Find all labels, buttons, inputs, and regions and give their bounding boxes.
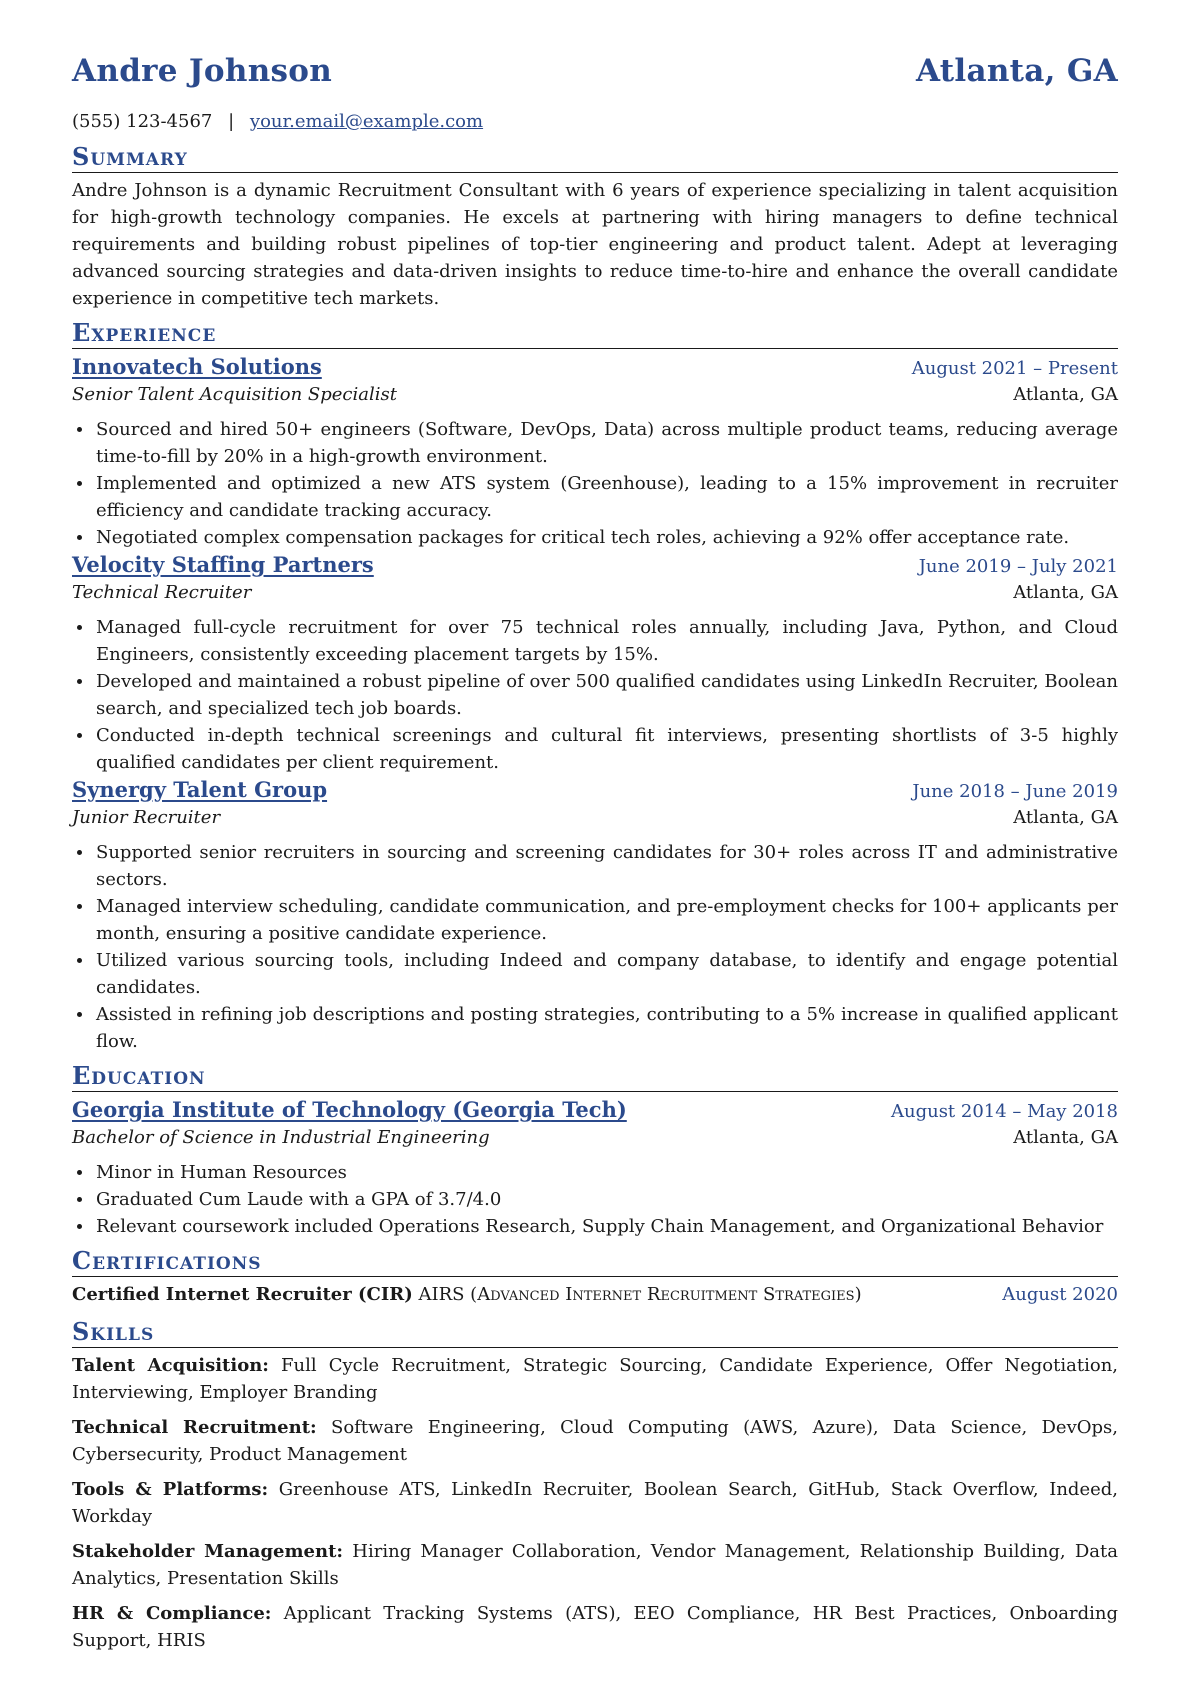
certification-date: August 2020: [1002, 1284, 1118, 1305]
list-item: • Assisted in refining job descriptions and posting strategies, contributing to a 5% increase in qualified applicant flow.: [94, 1001, 1118, 1055]
company-link[interactable]: Velocity Staffing Partners: [72, 552, 374, 577]
company-link[interactable]: Innovatech Solutions: [72, 354, 322, 379]
education-entry: [72, 1096, 1118, 1240]
job-role: Junior Recruiter: [72, 807, 221, 828]
candidate-name: Andre Johnson: [72, 53, 333, 89]
section-title-certifications: Certifications: [72, 1246, 1118, 1277]
skill-item: [72, 1352, 1118, 1406]
section-title-skills: Skills: [72, 1317, 1118, 1348]
list-item: • Sourced and hired 50+ engineers (Software, DevOps, Data) across multiple product teams, reducing average time-to-fill by 20% in a high-growth environment.: [94, 416, 1118, 470]
skill-value: Software Engineering, Cloud Computing (AWS, Azure), Data Science, DevOps, Cybersecurity, Product Management: [72, 1417, 1118, 1465]
skill-value: Applicant Tracking Systems (ATS), EEO Compliance, HR Best Practices, Onboarding Support, HRIS: [72, 1603, 1118, 1651]
certification-org: AIRS (Advanced Internet Recruitment Strategies): [418, 1284, 862, 1305]
list-item: • Negotiated complex compensation packages for critical tech roles, achieving a 92% offer acceptance rate.: [94, 524, 1118, 551]
job-dates: August 2021 – Present: [911, 358, 1118, 379]
job-role: Senior Talent Acquisition Specialist: [72, 384, 397, 405]
certification-name: Certified Internet Recruiter (CIR): [72, 1284, 413, 1305]
education-bullets: [72, 1159, 1118, 1240]
list-item: • Supported senior recruiters in sourcing and screening candidates for 30+ roles across IT and administrative sectors.: [94, 839, 1118, 893]
resume-header: [72, 53, 1118, 106]
summary-text: Andre Johnson is a dynamic Recruitment Consultant with 6 years of experience specializing in talent acquisition for high-growth technology companies. He excels at partnering with hiring managers to define technical requirements and building robust pipelines of top-tier engineering and product talent. Adept at leveraging advanced sourcing strategies and data-driven insights to reduce time-to-hire and enhance the overall candidate experience in competitive tech markets.: [72, 180, 1118, 309]
skill-label: Stakeholder Management:: [72, 1541, 344, 1562]
skill-value: Full Cycle Recruitment, Strategic Sourcing, Candidate Experience, Offer Negotiation, Interviewing, Employer Branding: [72, 1355, 1119, 1403]
company-link[interactable]: Synergy Talent Group: [72, 777, 328, 802]
certification-item: [72, 1281, 1118, 1311]
list-item: • Managed interview scheduling, candidate communication, and pre-employment checks for 100+ applicants per month, ensuring a positive candidate experience.: [94, 893, 1118, 947]
job-bullets: [72, 614, 1118, 776]
skill-label: Technical Recruitment:: [72, 1417, 317, 1438]
job-entry: [72, 551, 1118, 776]
job-dates: June 2018 – June 2019: [912, 781, 1118, 802]
job-entry: [72, 776, 1118, 1055]
skill-label: HR & Compliance:: [72, 1603, 272, 1624]
job-bullets: [72, 416, 1118, 551]
job-role: Technical Recruiter: [72, 582, 252, 603]
job-location: Atlanta, GA: [1013, 807, 1118, 828]
job-entry: [72, 353, 1118, 551]
education-location: Atlanta, GA: [1013, 1127, 1118, 1148]
contact-separator: |: [228, 111, 235, 132]
skill-value: Greenhouse ATS, LinkedIn Recruiter, Boolean Search, GitHub, Stack Overflow, Indeed, Workday: [72, 1479, 1118, 1527]
email-link[interactable]: your.email@example.com: [249, 111, 484, 132]
skill-value: Hiring Manager Collaboration, Vendor Management, Relationship Building, Data Analytics, Presentation Skills: [72, 1541, 1118, 1589]
candidate-location: Atlanta, GA: [915, 53, 1118, 89]
list-item: • Conducted in-depth technical screenings and cultural fit interviews, presenting shortlists of 3-5 highly qualified candidates per client requirement.: [94, 722, 1118, 776]
list-item: • Graduated Cum Laude with a GPA of 3.7/4.0: [94, 1186, 1118, 1213]
contact-line: [72, 108, 1118, 136]
job-bullets: [72, 839, 1118, 1055]
job-dates: June 2019 – July 2021: [918, 556, 1118, 577]
skills-list: [72, 1352, 1118, 1654]
list-item: • Managed full-cycle recruitment for over 75 technical roles annually, including Java, Python, and Cloud Engineers, consistently exceeding placement targets by 15%.: [94, 614, 1118, 668]
skill-label: Talent Acquisition:: [72, 1355, 269, 1376]
job-location: Atlanta, GA: [1013, 384, 1118, 405]
school-link[interactable]: Georgia Institute of Technology (Georgia Tech): [72, 1097, 627, 1122]
skill-item: [72, 1476, 1118, 1530]
section-title-summary: Summary: [72, 142, 1118, 173]
phone-number: (555) 123-4567: [72, 111, 213, 132]
skill-item: [72, 1414, 1118, 1468]
skill-item: [72, 1538, 1118, 1592]
education-dates: August 2014 – May 2018: [890, 1101, 1118, 1122]
section-title-education: Education: [72, 1061, 1118, 1092]
degree: Bachelor of Science in Industrial Engineering: [72, 1127, 490, 1148]
list-item: • Relevant coursework included Operations Research, Supply Chain Management, and Organizational Behavior: [94, 1213, 1118, 1240]
job-location: Atlanta, GA: [1013, 582, 1118, 603]
list-item: • Utilized various sourcing tools, including Indeed and company database, to identify and engage potential candidates.: [94, 947, 1118, 1001]
skill-item: [72, 1600, 1118, 1654]
skill-label: Tools & Platforms:: [72, 1479, 269, 1500]
list-item: • Minor in Human Resources: [94, 1159, 1118, 1186]
section-title-experience: Experience: [72, 318, 1118, 349]
list-item: • Implemented and optimized a new ATS system (Greenhouse), leading to a 15% improvement in recruiter efficiency and candidate tracking accuracy.: [94, 470, 1118, 524]
list-item: • Developed and maintained a robust pipeline of over 500 qualified candidates using LinkedIn Recruiter, Boolean search, and specialized tech job boards.: [94, 668, 1118, 722]
